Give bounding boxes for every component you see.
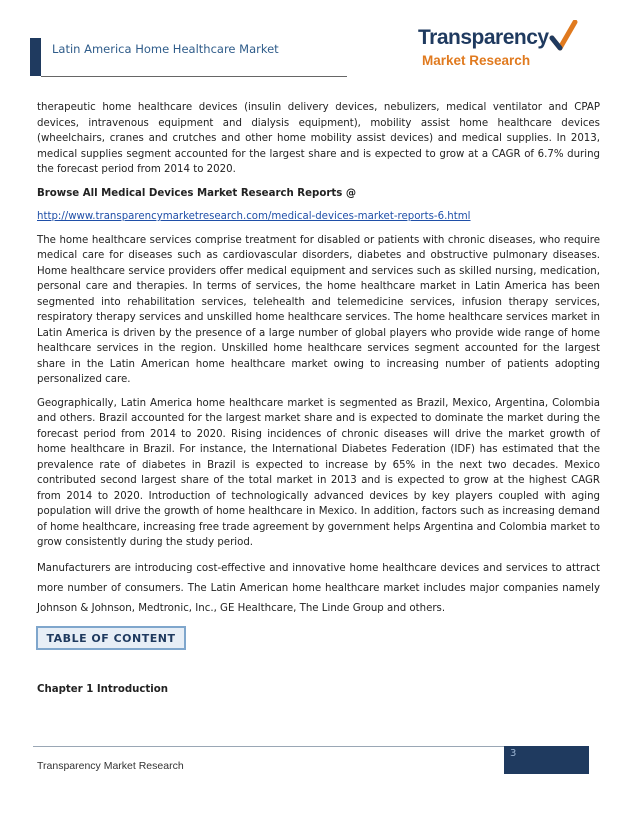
main-content bbox=[37, 100, 600, 627]
logo-wordmark-bottom: Market Research bbox=[422, 53, 531, 68]
table-of-content-button[interactable]: TABLE OF CONTENT bbox=[36, 626, 186, 650]
logo-wordmark-top: Transparency bbox=[418, 26, 549, 49]
header-divider bbox=[41, 76, 347, 77]
header-accent-bar bbox=[30, 38, 41, 76]
page-number-box bbox=[504, 746, 589, 774]
paragraph-manufacturers: Manufacturers are introducing cost-effective and innovative home healthcare devices and services to attract more number of consumers. The Latin American home healthcare market includes major companies namely Johnson & Johnson, Medtronic, Inc., GE Healthcare, The Linde Group and others. bbox=[37, 562, 600, 614]
page-number: 3 bbox=[510, 748, 517, 759]
paragraph-devices: therapeutic home healthcare devices (insulin delivery devices, nebulizers, medical ventilator and CPAP devices, intravenous equipment and dialysis equipment), mobility assist home healthcare devices (wheelchairs, cranes and crutches and other home mobility assist devices) and medical supplies. In 2013, medical supplies segment accounted for the largest share and is expected to grow at a CAGR of 6.7% during the forecast period from 2014 to 2020. bbox=[37, 102, 600, 175]
browse-heading: Browse All Medical Devices Market Research Reports @ bbox=[37, 187, 357, 199]
page-title: Latin America Home Healthcare Market bbox=[52, 42, 279, 56]
browse-reports-link[interactable]: http://www.transparencymarketresearch.com/medical-devices-market-reports-6.html bbox=[37, 211, 471, 222]
footer-company: Transparency Market Research bbox=[37, 760, 184, 772]
checkmark-icon bbox=[548, 20, 578, 54]
paragraph-geography: Geographically, Latin America home healthcare market is segmented as Brazil, Mexico, Argentina, Colombia and others. Brazil accounted for the largest market share and is expected to dominate the market during the forecast period from 2014 to 2020. Rising incidences of chronic diseases will drive the market growth of home healthcare in Brazil. For instance, the International Diabetes Federation (IDF) has estimated that the prevalence rate of diabetes in Brazil is expected to increase by 65% in the next two decades. Mexico contributed second largest share of the total market in 2013 and is expected to grow at the highest CAGR from 2014 to 2020. Introduction of technologically advanced devices by key players coupled with aging population will drive the growth of home healthcare in Mexico. In addition, factors such as increasing demand of home healthcare, increasing free trade agreement by government helps Argentina and Colombia market to grow consistently during the study period. bbox=[37, 397, 600, 548]
company-logo bbox=[418, 20, 578, 75]
paragraph-services: The home healthcare services comprise treatment for disabled or patients with chronic diseases, who require medical care for diseases such as cardiovascular disorders, diabetes and obstructive pulmonary diseases. Home healthcare service providers offer medical equipment and services such as skilled nursing, medication, personal care and therapies. In terms of services, the home healthcare market in Latin America has been segmented into rehabilitation services, telehealth and telemedicine services, infusion therapy services, respiratory therapy services and unskilled home healthcare services. The home healthcare services market in Latin America is driven by the presence of a large number of global players who provide wide range of home healthcare services in the region. Unskilled home healthcare services segment accounted for the largest share in the Latin American home healthcare market owing to increasing number of patients adopting personalized care. bbox=[37, 234, 600, 385]
chapter-heading: Chapter 1 Introduction bbox=[37, 684, 169, 695]
